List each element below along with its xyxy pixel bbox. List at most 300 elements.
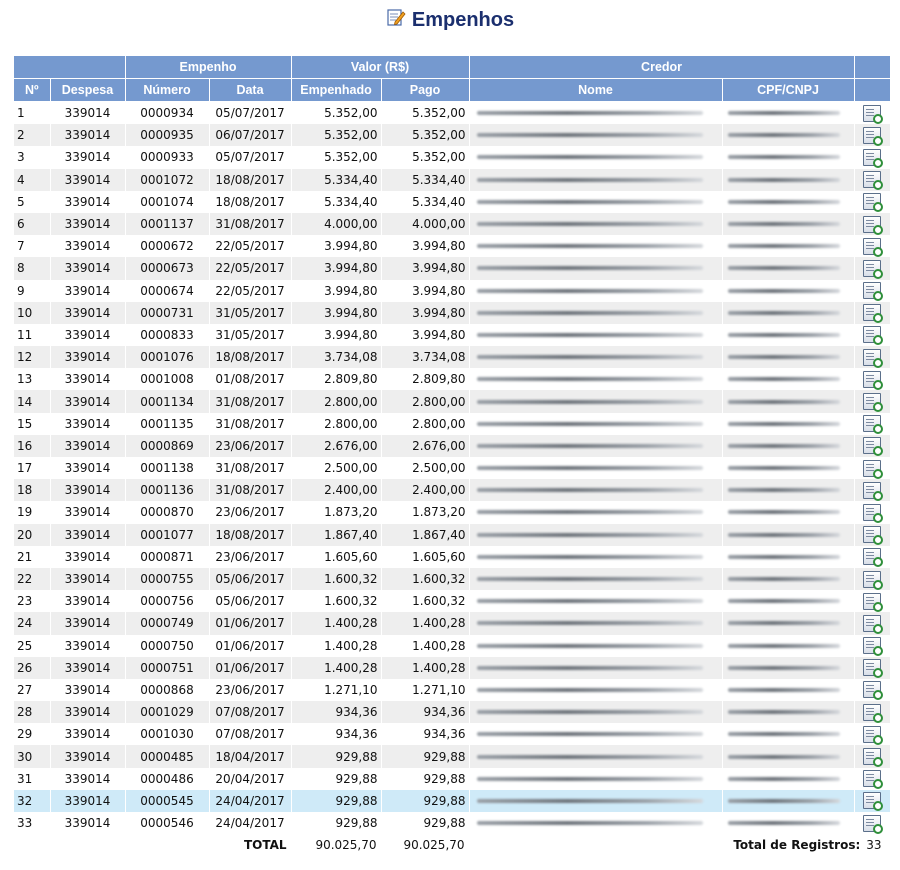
table-row[interactable] xyxy=(14,501,890,523)
row-pago: 2.676,00 xyxy=(381,435,469,457)
row-data: 01/06/2017 xyxy=(209,657,291,679)
table-row[interactable] xyxy=(14,413,890,435)
row-empenhado: 2.500,00 xyxy=(291,457,381,479)
redacted-text xyxy=(728,466,841,470)
row-empenhado: 5.334,40 xyxy=(291,169,381,191)
redacted-text xyxy=(728,155,841,159)
detail-magnifier-icon[interactable] xyxy=(863,238,881,255)
table-row[interactable] xyxy=(14,102,890,125)
row-despesa: 339014 xyxy=(50,413,125,435)
row-empenhado: 2.676,00 xyxy=(291,435,381,457)
row-despesa: 339014 xyxy=(50,280,125,302)
row-despesa: 339014 xyxy=(50,568,125,590)
row-data: 18/08/2017 xyxy=(209,524,291,546)
detail-magnifier-icon[interactable] xyxy=(863,460,881,477)
table-row[interactable] xyxy=(14,257,890,279)
row-number: 21 xyxy=(14,546,50,568)
redacted-text xyxy=(728,377,841,381)
row-data: 23/06/2017 xyxy=(209,546,291,568)
table-row[interactable] xyxy=(14,701,890,723)
row-numero: 0000933 xyxy=(125,146,209,168)
row-number: 26 xyxy=(14,657,50,679)
redacted-text xyxy=(477,799,703,803)
row-despesa: 339014 xyxy=(50,346,125,368)
redacted-text xyxy=(477,555,703,559)
row-pago: 5.352,00 xyxy=(381,146,469,168)
detail-magnifier-icon[interactable] xyxy=(863,659,881,676)
redacted-text xyxy=(477,133,703,137)
row-pago: 3.994,80 xyxy=(381,302,469,324)
row-pago: 1.600,32 xyxy=(381,590,469,612)
row-empenhado: 3.734,08 xyxy=(291,346,381,368)
detail-magnifier-icon[interactable] xyxy=(863,571,881,588)
row-data: 31/08/2017 xyxy=(209,457,291,479)
detail-magnifier-icon[interactable] xyxy=(863,726,881,743)
row-pago: 3.994,80 xyxy=(381,257,469,279)
row-despesa: 339014 xyxy=(50,546,125,568)
row-despesa: 339014 xyxy=(50,590,125,612)
row-numero: 0000935 xyxy=(125,124,209,146)
group-header-valor: Valor (R$) xyxy=(291,56,469,79)
row-cpf-cnpj-redacted xyxy=(722,768,854,790)
table-row[interactable] xyxy=(14,479,890,501)
row-empenhado: 1.400,28 xyxy=(291,635,381,657)
row-cpf-cnpj-redacted xyxy=(722,124,854,146)
redacted-text xyxy=(728,755,841,759)
detail-magnifier-icon[interactable] xyxy=(863,504,881,521)
detail-magnifier-icon[interactable] xyxy=(863,193,881,210)
redacted-text xyxy=(728,621,841,625)
redacted-text xyxy=(728,133,841,137)
detail-magnifier-icon[interactable] xyxy=(863,526,881,543)
redacted-text xyxy=(728,333,841,337)
total-empenhado: 90.025,70 xyxy=(291,834,381,856)
row-cpf-cnpj-redacted xyxy=(722,524,854,546)
row-despesa: 339014 xyxy=(50,169,125,191)
column-header-numero[interactable]: Número xyxy=(125,79,209,102)
table-row[interactable] xyxy=(14,745,890,767)
row-nome-redacted xyxy=(469,701,722,723)
row-empenhado: 5.352,00 xyxy=(291,146,381,168)
row-numero: 0000731 xyxy=(125,302,209,324)
column-header-nome[interactable]: Nome xyxy=(469,79,722,102)
row-nome-redacted xyxy=(469,812,722,834)
redacted-text xyxy=(728,777,841,781)
row-numero: 0000750 xyxy=(125,635,209,657)
detail-magnifier-icon[interactable] xyxy=(863,593,881,610)
row-cpf-cnpj-redacted xyxy=(722,701,854,723)
column-header-cpf-cnpj[interactable]: CPF/CNPJ xyxy=(722,79,854,102)
row-detail-cell xyxy=(854,568,890,590)
table-row[interactable] xyxy=(14,235,890,257)
total-registros-label: Total de Registros: xyxy=(733,838,861,853)
table-row[interactable] xyxy=(14,679,890,701)
redacted-text xyxy=(477,377,703,381)
row-number: 30 xyxy=(14,745,50,767)
row-pago: 2.809,80 xyxy=(381,368,469,390)
row-number: 8 xyxy=(14,257,50,279)
detail-magnifier-icon[interactable] xyxy=(863,482,881,499)
table-row[interactable] xyxy=(14,213,890,235)
row-nome-redacted xyxy=(469,745,722,767)
redacted-text xyxy=(477,444,703,448)
row-cpf-cnpj-redacted xyxy=(722,568,854,590)
row-pago: 1.873,20 xyxy=(381,501,469,523)
row-despesa: 339014 xyxy=(50,324,125,346)
redacted-text xyxy=(477,155,703,159)
row-pago: 1.400,28 xyxy=(381,657,469,679)
redacted-text xyxy=(728,710,841,714)
table-row[interactable] xyxy=(14,368,890,390)
row-detail-cell xyxy=(854,701,890,723)
row-number: 2 xyxy=(14,124,50,146)
redacted-text xyxy=(728,266,841,270)
row-detail-cell xyxy=(854,124,890,146)
table-row[interactable] xyxy=(14,146,890,168)
row-despesa: 339014 xyxy=(50,812,125,834)
row-empenhado: 2.800,00 xyxy=(291,413,381,435)
row-cpf-cnpj-redacted xyxy=(722,368,854,390)
redacted-text xyxy=(728,178,841,182)
redacted-text xyxy=(728,732,841,736)
row-empenhado: 2.809,80 xyxy=(291,368,381,390)
row-despesa: 339014 xyxy=(50,790,125,812)
row-nome-redacted xyxy=(469,169,722,191)
row-data: 05/06/2017 xyxy=(209,590,291,612)
row-cpf-cnpj-redacted xyxy=(722,435,854,457)
row-detail-cell xyxy=(854,146,890,168)
redacted-text xyxy=(728,533,841,537)
redacted-text xyxy=(477,577,703,581)
row-detail-cell xyxy=(854,723,890,745)
row-nome-redacted xyxy=(469,612,722,634)
table-row[interactable] xyxy=(14,435,890,457)
detail-magnifier-icon[interactable] xyxy=(863,282,881,299)
redacted-text xyxy=(477,488,703,492)
column-header-row xyxy=(14,79,890,102)
table-row[interactable] xyxy=(14,324,890,346)
detail-magnifier-icon[interactable] xyxy=(863,371,881,388)
row-numero: 0000749 xyxy=(125,612,209,634)
table-row[interactable] xyxy=(14,768,890,790)
row-nome-redacted xyxy=(469,790,722,812)
detail-magnifier-icon[interactable] xyxy=(863,792,881,809)
row-pago: 2.500,00 xyxy=(381,457,469,479)
row-detail-cell xyxy=(854,457,890,479)
redacted-text xyxy=(728,510,841,514)
row-detail-cell xyxy=(854,635,890,657)
table-row[interactable] xyxy=(14,723,890,745)
detail-magnifier-icon[interactable] xyxy=(863,615,881,632)
table-row[interactable] xyxy=(14,546,890,568)
row-numero: 0001029 xyxy=(125,701,209,723)
row-cpf-cnpj-redacted xyxy=(722,346,854,368)
redacted-text xyxy=(477,244,703,248)
row-nome-redacted xyxy=(469,368,722,390)
column-header-data[interactable]: Data xyxy=(209,79,291,102)
row-nome-redacted xyxy=(469,524,722,546)
total-pago: 90.025,70 xyxy=(381,834,469,856)
row-data: 05/06/2017 xyxy=(209,568,291,590)
row-nome-redacted xyxy=(469,457,722,479)
row-number: 4 xyxy=(14,169,50,191)
row-cpf-cnpj-redacted xyxy=(722,501,854,523)
table-row[interactable] xyxy=(14,524,890,546)
redacted-text xyxy=(477,333,703,337)
table-row[interactable] xyxy=(14,191,890,213)
row-empenhado: 934,36 xyxy=(291,723,381,745)
row-nome-redacted xyxy=(469,723,722,745)
row-despesa: 339014 xyxy=(50,635,125,657)
table-row[interactable] xyxy=(14,790,890,812)
row-data: 18/04/2017 xyxy=(209,745,291,767)
row-despesa: 339014 xyxy=(50,124,125,146)
row-detail-cell xyxy=(854,657,890,679)
row-number: 25 xyxy=(14,635,50,657)
row-nome-redacted xyxy=(469,390,722,412)
empenhos-table xyxy=(14,56,891,856)
table-row[interactable] xyxy=(14,124,890,146)
redacted-text xyxy=(728,577,841,581)
page-title-text: Empenhos xyxy=(411,8,515,31)
row-number: 27 xyxy=(14,679,50,701)
table-row[interactable] xyxy=(14,568,890,590)
row-number: 29 xyxy=(14,723,50,745)
detail-magnifier-icon[interactable] xyxy=(863,704,881,721)
row-pago: 934,36 xyxy=(381,701,469,723)
redacted-text xyxy=(728,666,841,670)
row-data: 24/04/2017 xyxy=(209,790,291,812)
row-detail-cell xyxy=(854,524,890,546)
row-data: 18/08/2017 xyxy=(209,346,291,368)
row-data: 01/06/2017 xyxy=(209,635,291,657)
row-nome-redacted xyxy=(469,501,722,523)
row-detail-cell xyxy=(854,346,890,368)
row-number: 7 xyxy=(14,235,50,257)
redacted-text xyxy=(477,777,703,781)
row-numero: 0000674 xyxy=(125,280,209,302)
redacted-text xyxy=(728,222,841,226)
row-detail-cell xyxy=(854,169,890,191)
row-cpf-cnpj-redacted xyxy=(722,612,854,634)
row-data: 22/05/2017 xyxy=(209,235,291,257)
detail-magnifier-icon[interactable] xyxy=(863,326,881,343)
table-row[interactable] xyxy=(14,346,890,368)
row-nome-redacted xyxy=(469,413,722,435)
row-despesa: 339014 xyxy=(50,368,125,390)
redacted-text xyxy=(477,755,703,759)
table-row[interactable] xyxy=(14,390,890,412)
row-nome-redacted xyxy=(469,590,722,612)
table-row[interactable] xyxy=(14,280,890,302)
row-cpf-cnpj-redacted xyxy=(722,590,854,612)
row-number: 18 xyxy=(14,479,50,501)
detail-magnifier-icon[interactable] xyxy=(863,127,881,144)
detail-magnifier-icon[interactable] xyxy=(863,260,881,277)
row-pago: 1.600,32 xyxy=(381,568,469,590)
row-number: 16 xyxy=(14,435,50,457)
row-detail-cell xyxy=(854,213,890,235)
row-empenhado: 2.800,00 xyxy=(291,390,381,412)
row-cpf-cnpj-redacted xyxy=(722,479,854,501)
redacted-text xyxy=(477,355,703,359)
row-pago: 2.800,00 xyxy=(381,413,469,435)
row-detail-cell xyxy=(854,612,890,634)
row-numero: 0000751 xyxy=(125,657,209,679)
detail-magnifier-icon[interactable] xyxy=(863,393,881,410)
row-detail-cell xyxy=(854,413,890,435)
row-numero: 0000485 xyxy=(125,745,209,767)
redacted-text xyxy=(477,688,703,692)
row-despesa: 339014 xyxy=(50,302,125,324)
table-row[interactable] xyxy=(14,657,890,679)
column-header-empenhado[interactable]: Empenhado xyxy=(291,79,381,102)
row-nome-redacted xyxy=(469,324,722,346)
row-data: 18/08/2017 xyxy=(209,169,291,191)
row-pago: 1.867,40 xyxy=(381,524,469,546)
row-pago: 934,36 xyxy=(381,723,469,745)
redacted-text xyxy=(477,400,703,404)
table-row[interactable] xyxy=(14,635,890,657)
row-number: 15 xyxy=(14,413,50,435)
row-numero: 0001074 xyxy=(125,191,209,213)
row-cpf-cnpj-redacted xyxy=(722,812,854,834)
detail-magnifier-icon[interactable] xyxy=(863,637,881,654)
row-nome-redacted xyxy=(469,635,722,657)
row-number: 5 xyxy=(14,191,50,213)
row-numero: 0000934 xyxy=(125,102,209,125)
table-row[interactable] xyxy=(14,812,890,834)
row-nome-redacted xyxy=(469,435,722,457)
row-despesa: 339014 xyxy=(50,723,125,745)
total-label: TOTAL xyxy=(14,834,291,856)
row-detail-cell xyxy=(854,435,890,457)
row-empenhado: 929,88 xyxy=(291,812,381,834)
row-number: 1 xyxy=(14,102,50,125)
row-pago: 1.400,28 xyxy=(381,635,469,657)
row-empenhado: 929,88 xyxy=(291,745,381,767)
row-nome-redacted xyxy=(469,546,722,568)
row-number: 32 xyxy=(14,790,50,812)
row-despesa: 339014 xyxy=(50,390,125,412)
row-nome-redacted xyxy=(469,346,722,368)
row-data: 22/05/2017 xyxy=(209,280,291,302)
redacted-text xyxy=(477,266,703,270)
table-row[interactable] xyxy=(14,457,890,479)
row-detail-cell xyxy=(854,590,890,612)
row-cpf-cnpj-redacted xyxy=(722,257,854,279)
row-data: 24/04/2017 xyxy=(209,812,291,834)
row-empenhado: 1.400,28 xyxy=(291,612,381,634)
row-nome-redacted xyxy=(469,146,722,168)
row-pago: 1.605,60 xyxy=(381,546,469,568)
row-despesa: 339014 xyxy=(50,191,125,213)
row-despesa: 339014 xyxy=(50,257,125,279)
row-numero: 0001137 xyxy=(125,213,209,235)
table-row[interactable] xyxy=(14,169,890,191)
redacted-text xyxy=(477,599,703,603)
row-despesa: 339014 xyxy=(50,435,125,457)
redacted-text xyxy=(477,200,703,204)
row-pago: 2.800,00 xyxy=(381,390,469,412)
row-empenhado: 3.994,80 xyxy=(291,280,381,302)
row-detail-cell xyxy=(854,479,890,501)
redacted-text xyxy=(728,244,841,248)
row-pago: 5.352,00 xyxy=(381,124,469,146)
row-pago: 5.352,00 xyxy=(381,102,469,125)
detail-magnifier-icon[interactable] xyxy=(863,149,881,166)
row-data: 31/08/2017 xyxy=(209,213,291,235)
detail-magnifier-icon[interactable] xyxy=(863,770,881,787)
redacted-text xyxy=(477,222,703,226)
row-numero: 0001076 xyxy=(125,346,209,368)
detail-magnifier-icon[interactable] xyxy=(863,349,881,366)
column-header-no[interactable]: Nº xyxy=(14,79,50,102)
column-header-despesa[interactable]: Despesa xyxy=(50,79,125,102)
row-numero: 0001077 xyxy=(125,524,209,546)
redacted-text xyxy=(477,666,703,670)
detail-magnifier-icon[interactable] xyxy=(863,171,881,188)
row-pago: 5.334,40 xyxy=(381,191,469,213)
redacted-text xyxy=(728,799,841,803)
row-pago: 929,88 xyxy=(381,812,469,834)
row-data: 23/06/2017 xyxy=(209,435,291,457)
row-data: 20/04/2017 xyxy=(209,768,291,790)
row-numero: 0000869 xyxy=(125,435,209,457)
group-header-row xyxy=(14,56,890,79)
row-detail-cell xyxy=(854,191,890,213)
detail-magnifier-icon[interactable] xyxy=(863,415,881,432)
row-cpf-cnpj-redacted xyxy=(722,790,854,812)
row-numero: 0000672 xyxy=(125,235,209,257)
group-header-actions xyxy=(854,56,890,79)
redacted-text xyxy=(477,621,703,625)
detail-magnifier-icon[interactable] xyxy=(863,304,881,321)
row-data: 05/07/2017 xyxy=(209,102,291,125)
redacted-text xyxy=(728,400,841,404)
row-numero: 0001134 xyxy=(125,390,209,412)
row-despesa: 339014 xyxy=(50,213,125,235)
row-empenhado: 934,36 xyxy=(291,701,381,723)
row-cpf-cnpj-redacted xyxy=(722,679,854,701)
detail-magnifier-icon[interactable] xyxy=(863,216,881,233)
row-empenhado: 1.271,10 xyxy=(291,679,381,701)
detail-magnifier-icon[interactable] xyxy=(863,437,881,454)
redacted-text xyxy=(477,821,703,825)
redacted-text xyxy=(728,355,841,359)
detail-magnifier-icon[interactable] xyxy=(863,748,881,765)
row-nome-redacted xyxy=(469,568,722,590)
detail-magnifier-icon[interactable] xyxy=(863,815,881,832)
table-row[interactable] xyxy=(14,612,890,634)
row-pago: 3.994,80 xyxy=(381,280,469,302)
row-nome-redacted xyxy=(469,768,722,790)
row-cpf-cnpj-redacted xyxy=(722,723,854,745)
detail-magnifier-icon[interactable] xyxy=(863,548,881,565)
row-numero: 0001138 xyxy=(125,457,209,479)
row-empenhado: 5.352,00 xyxy=(291,102,381,125)
row-pago: 4.000,00 xyxy=(381,213,469,235)
row-detail-cell xyxy=(854,790,890,812)
row-detail-cell xyxy=(854,302,890,324)
table-row[interactable] xyxy=(14,302,890,324)
row-detail-cell xyxy=(854,501,890,523)
detail-magnifier-icon[interactable] xyxy=(863,105,881,122)
detail-magnifier-icon[interactable] xyxy=(863,681,881,698)
redacted-text xyxy=(728,599,841,603)
column-header-pago[interactable]: Pago xyxy=(381,79,469,102)
table-row[interactable] xyxy=(14,590,890,612)
